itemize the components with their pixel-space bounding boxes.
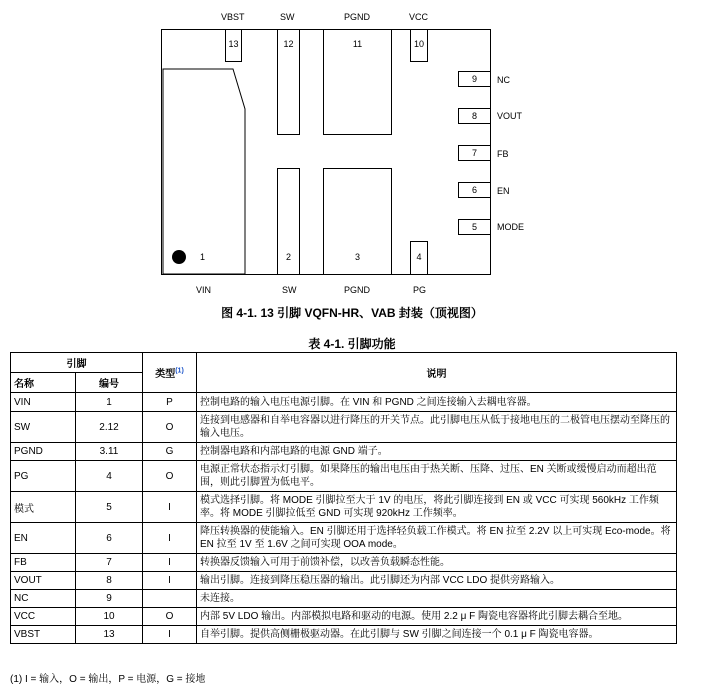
header-number: 编号 xyxy=(76,373,143,393)
label-vout: VOUT xyxy=(497,111,523,121)
cell-type xyxy=(143,590,197,608)
table-row xyxy=(11,443,677,461)
pad-2: 2 xyxy=(277,168,300,275)
cell-type: I xyxy=(143,492,197,523)
header-type: 类型$^{(1)}$ xyxy=(143,353,197,393)
pin1-marker xyxy=(172,250,186,264)
cell-desc: 未连接。 xyxy=(197,590,677,608)
pad-6: 6 xyxy=(458,182,491,198)
cell-desc: 连接到电感器和自举电容器以进行降压的开关节点。此引脚电压从低于接地电压的二极管电压摆动至降压的输入电压。 xyxy=(197,412,677,443)
pad-3: 3 xyxy=(323,168,392,275)
table-row xyxy=(11,492,677,523)
cell-num: 3.11 xyxy=(76,443,143,461)
header-description: 说明 xyxy=(197,353,677,393)
cell-type: G xyxy=(143,443,197,461)
cell-name: FB xyxy=(11,554,76,572)
cell-desc: 电源正常状态指示灯引脚。如果降压的输出电压由于热关断、压降、过压、EN 关断或缓慢启动而超出范围，则此引脚置为低电平。 xyxy=(197,461,677,492)
cell-name: VBST xyxy=(11,626,76,644)
cell-type: I xyxy=(143,572,197,590)
cell-desc: 控制器电路和内部电路的电源 GND 端子。 xyxy=(197,443,677,461)
cell-desc: 控制电路的输入电压电源引脚。在 VIN 和 PGND 之间连接输入去耦电容器。 xyxy=(197,393,677,412)
footnote: (1) I = 输入，O = 输出，P = 电源，G = 接地 xyxy=(10,674,206,685)
cell-name: VIN xyxy=(11,393,76,412)
pad-4: 4 xyxy=(410,241,428,275)
cell-name: 模式 xyxy=(11,492,76,523)
cell-num: 7 xyxy=(76,554,143,572)
pad-num-1: 1 xyxy=(200,252,206,262)
cell-name: PGND xyxy=(11,443,76,461)
label-sw-top: SW xyxy=(280,12,295,22)
label-pg: PG xyxy=(413,285,427,295)
pad-13: 13 xyxy=(225,29,242,62)
table-row xyxy=(11,590,677,608)
header-pin: 引脚 xyxy=(11,353,143,373)
pad-8: 8 xyxy=(458,108,491,124)
label-mode: MODE xyxy=(497,222,524,232)
pad-9: 9 xyxy=(458,71,491,87)
cell-name: NC xyxy=(11,590,76,608)
cell-desc: 自举引脚。提供高侧栅极驱动器。在此引脚与 SW 引脚之间连接一个 0.1 μ F 陶瓷电容器。 xyxy=(197,626,677,644)
cell-num: 8 xyxy=(76,572,143,590)
cell-num: 13 xyxy=(76,626,143,644)
label-sw-bottom: SW xyxy=(282,285,297,295)
cell-name: SW xyxy=(11,412,76,443)
cell-num: 6 xyxy=(76,523,143,554)
cell-desc: 转换器反馈输入可用于前馈补偿，以改善负载瞬态性能。 xyxy=(197,554,677,572)
label-vbst: VBST xyxy=(221,12,245,22)
cell-name: EN xyxy=(11,523,76,554)
cell-num: 5 xyxy=(76,492,143,523)
label-pgnd-bottom: PGND xyxy=(344,285,371,295)
cell-num: 10 xyxy=(76,608,143,626)
label-nc: NC xyxy=(497,75,510,85)
pad-10: 10 xyxy=(410,29,428,62)
cell-type: O xyxy=(143,461,197,492)
figure-caption: 图 4-1. 13 引脚 VQFN-HR、VAB 封装（顶视图） xyxy=(221,306,483,320)
pad-12: 12 xyxy=(277,29,300,135)
table-row xyxy=(11,523,677,554)
cell-num: 1 xyxy=(76,393,143,412)
cell-desc: 内部 5V LDO 输出。内部模拟电路和驱动的电源。使用 2.2 μ F 陶瓷电容器将此引脚去耦合至地。 xyxy=(197,608,677,626)
table-row xyxy=(11,412,677,443)
cell-name: VCC xyxy=(11,608,76,626)
cell-type: O xyxy=(143,412,197,443)
table-row xyxy=(11,393,677,412)
pad-5: 5 xyxy=(458,219,491,235)
table-row xyxy=(11,608,677,626)
cell-type: O xyxy=(143,608,197,626)
cell-name: VOUT xyxy=(11,572,76,590)
label-fb: FB xyxy=(497,149,509,159)
pad-11: 11 xyxy=(323,29,392,135)
table-caption: 表 4-1. 引脚功能 xyxy=(308,337,396,351)
cell-type: P xyxy=(143,393,197,412)
cell-desc: 降压转换器的使能输入。EN 引脚还用于选择轻负载工作模式。将 EN 拉至 2.2V 以上可实现 Eco-mode。将 EN 拉至 1V 至 1.6V 之间可实现 OOA mode。 xyxy=(197,523,677,554)
cell-num: 2.12 xyxy=(76,412,143,443)
label-vcc: VCC xyxy=(409,12,429,22)
cell-desc: 输出引脚。连接到降压稳压器的输出。此引脚还为内部 VCC LDO 提供旁路输入。 xyxy=(197,572,677,590)
header-name: 名称 xyxy=(11,373,76,393)
cell-desc: 模式选择引脚。将 MODE 引脚拉至大于 1V 的电压，将此引脚连接到 EN 或 VCC 可实现 560kHz 工作频率。将 MODE 引脚拉低至 GND 可实现 920kHz 工作频率。 xyxy=(197,492,677,523)
label-en: EN xyxy=(497,186,510,196)
label-vin: VIN xyxy=(196,285,212,295)
label-pgnd-top: PGND xyxy=(344,12,371,22)
table-row xyxy=(11,572,677,590)
cell-name: PG xyxy=(11,461,76,492)
table-row xyxy=(11,626,677,644)
cell-type: I xyxy=(143,554,197,572)
pad-7: 7 xyxy=(458,145,491,161)
cell-type: I xyxy=(143,626,197,644)
cell-type: I xyxy=(143,523,197,554)
pin-function-table xyxy=(10,352,677,644)
cell-num: 9 xyxy=(76,590,143,608)
table-row xyxy=(11,554,677,572)
table-row xyxy=(11,461,677,492)
cell-num: 4 xyxy=(76,461,143,492)
